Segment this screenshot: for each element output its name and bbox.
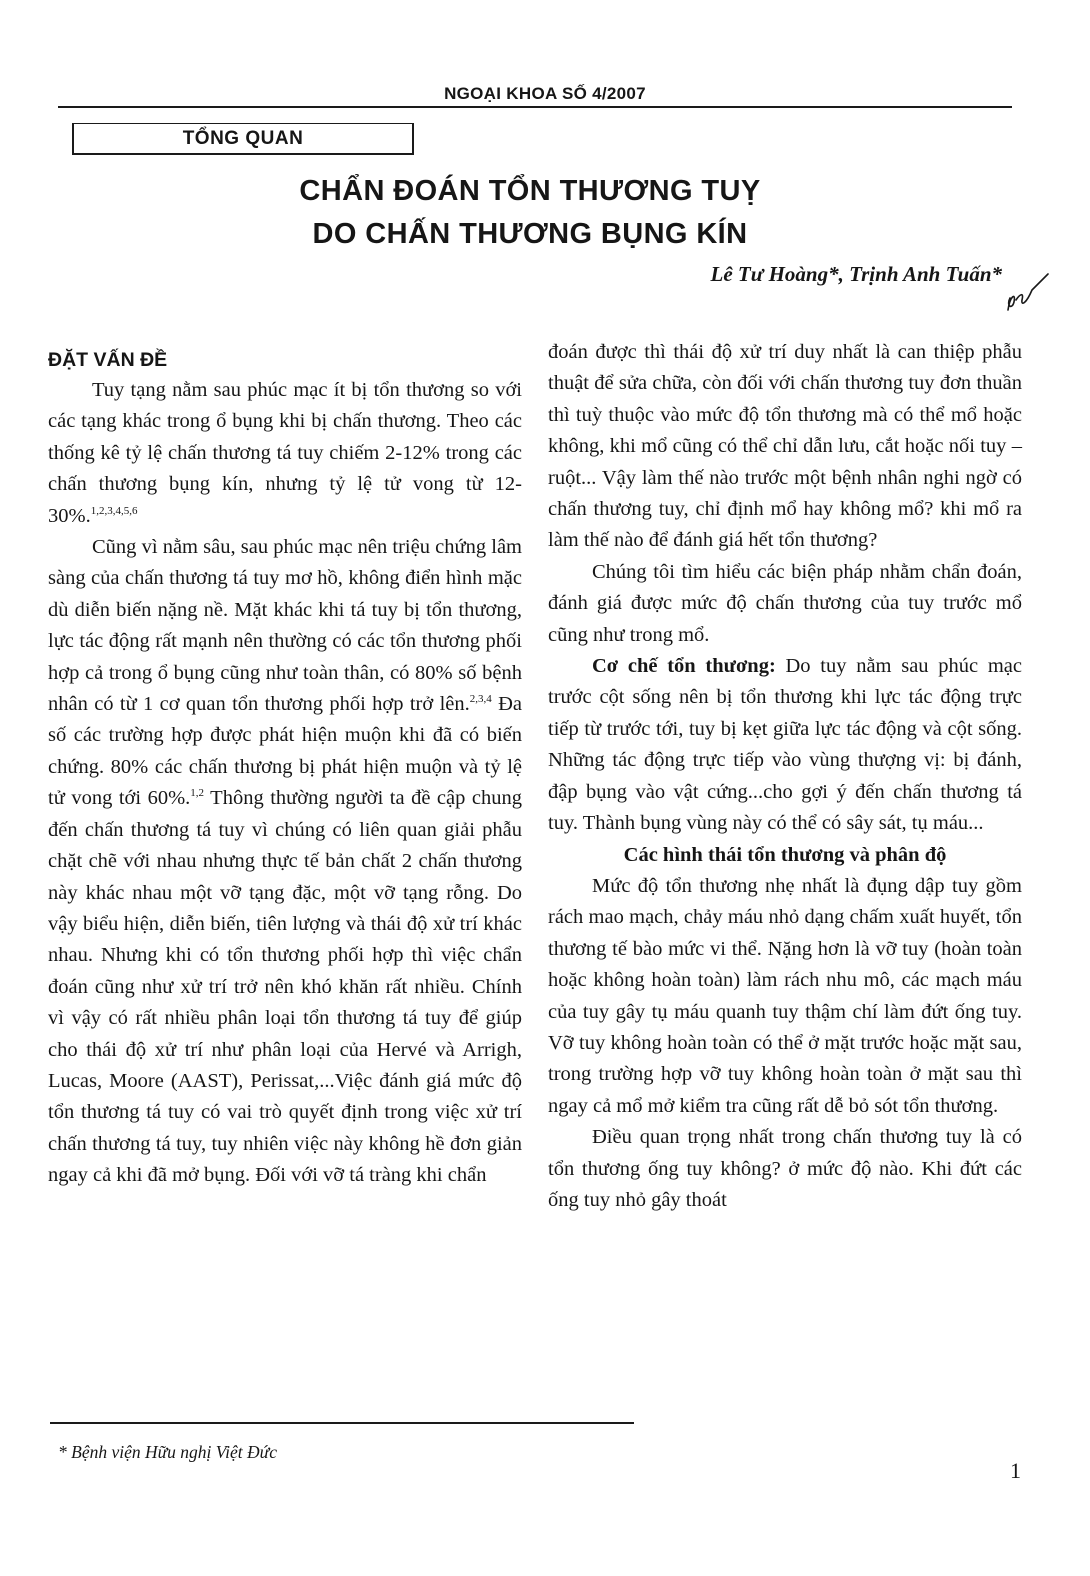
paragraph <box>48 532 522 1192</box>
authors: Lê Tư Hoàng*, Trịnh Anh Tuấn* <box>710 262 1002 286</box>
citation: 1,2 <box>190 787 205 800</box>
paragraph <box>548 651 1022 839</box>
article-title-line-1: CHẨN ĐOÁN TỔN THƯƠNG TUỴ <box>299 175 761 207</box>
paragraph: đoán được thì thái độ xử trí duy nhất là can thiệp phẫu thuật để sửa chữa, còn đối với chấn thương tuy đơn thuần thì tuỳ thuộc vào mức độ tổn thương mà có thể mổ hoặc không, khi mổ cũng có thể chỉ dẫn lưu, cắt hoặc nối tuy – ruột... Vậy làm thế nào trước một bệnh nhân nghi ngờ có chấn thương tuy, chỉ định mổ hay không mổ? khi mổ ra làm thế nào để đánh giá hết tổn thương? <box>548 341 1022 552</box>
paragraph: Điều quan trọng nhất trong chấn thương tuy là có tổn thương ống tuy không? ở mức độ nào. Khi đứt các ống tuy nhỏ gây thoát <box>548 1126 1022 1211</box>
section-label: TỔNG QUAN <box>72 123 414 155</box>
section-heading: ĐẶT VẤN ĐỀ <box>48 349 168 371</box>
paragraph: Chúng tôi tìm hiểu các biện pháp nhằm chẩn đoán, đánh giá được mức độ chấn thương của tuy trước mổ cũng như trong mổ. <box>548 560 1022 646</box>
journal-header: NGOẠI KHOA SỐ 4/2007 <box>444 84 646 103</box>
page-number: 1 <box>1010 1458 1021 1483</box>
paragraph-text: Thông thường người ta đề cập chung đến chấn thương tá tuy vì chúng có liên quan giải phẫu chặt chẽ với nhau nhưng thực tế bản chất 2 chấn thương này khác nhau một vỡ tạng đặc, một vỡ tạng rỗng. Do vậy biểu hiện, diễn biến, tiên lượng và thái độ xử trí khác nhau. Nhưng khi có tổn thương phối hợp thì việc chẩn đoán cũng như xử trí trở nên khó khăn rất nhiều. Chính vì vậy có rất nhiều phân loại tổn thương tá tuy để giúp cho thái độ xử trí như phân loại của Hervé và Arrigh, Lucas, Moore (AAST), Perissat,...Việc đánh giá mức độ tổn thương tá tuy có vai trò quyết định trong việc xử trí chấn thương tá tuy, tuy nhiên việc này không hề đơn giản ngay cả khi đã mở bụng. Đối với vỡ tá tràng khi chẩn <box>48 787 522 1187</box>
paragraph-text: Đa số các trường hợp được phát hiện muộn khi đã có biến chứng. 80% các chấn thương bị phát hiện muộn và tỷ lệ tử vong tới 60%. <box>48 693 522 810</box>
citation: 2,3,4 <box>469 693 492 706</box>
inline-heading: Cơ chế tổn thương: <box>592 655 776 678</box>
paragraph-text: Cũng vì nằm sâu, sau phúc mạc nên triệu chứng lâm sàng của chấn thương tá tuy mơ hồ, không điển hình mặc dù diễn biến nặng nề. Mặt khác khi tá tuy bị tổn thương, lực tác động rất mạnh nên thường có các tổn thương phối hợp cả trong ổ bụng cũng như toàn thân, có 80% số bệnh nhân có từ 1 cơ quan tổn thương phối hợp trở lên. <box>48 536 522 716</box>
article-title-line-2: DO CHẤN THƯƠNG BỤNG KÍN <box>312 218 748 250</box>
left-column <box>48 345 522 1192</box>
paragraph <box>48 375 522 532</box>
footnote: * Bệnh viện Hữu nghị Việt Đức <box>58 1442 277 1462</box>
header-rule <box>58 106 1012 108</box>
citation: 1,2,3,4,5,6 <box>90 504 138 517</box>
subheading: Các hình thái tổn thương và phân độ <box>623 843 947 866</box>
footnote-rule <box>50 1422 634 1424</box>
paragraph-text: Tuy tạng nằm sau phúc mạc ít bị tổn thương so với các tạng khác trong ổ bụng khi bị chấn thương. Theo các thống kê tỷ lệ chấn thương tá tuy chiếm 2-12% trong các chấn thương bụng kín, nhưng tỷ lệ tử vong từ 12-30%. <box>48 379 522 527</box>
right-column <box>548 337 1022 1216</box>
paragraph-text: Do tuy nằm sau phúc mạc trước cột sống nên bị tổn thương khi lực tác động trực tiếp từ trước tới, tuy bị kẹt giữa lực tác động và cột sống. Những tác động trực tiếp vào vùng thượng vị: bị đánh, đập bụng vào vật cứng...cho gợi ý đến chấn thương tá tuy. Thành bụng vùng này có thể có sây sát, tụ máu... <box>548 655 1022 835</box>
handwritten-signature <box>1002 270 1052 318</box>
paragraph: Mức độ tổn thương nhẹ nhất là đụng dập tuy gồm rách mao mạch, chảy máu nhỏ dạng chấm xuất huyết, tổn thương tế bào mức vi thể. Nặng hơn là vỡ tuy (hoàn toàn hoặc không hoàn toàn) làm rách nhu mô, các mạch máu của tuy gây tụ máu quanh tuy thậm chí làm đứt ống tuy. Vỡ tuy không hoàn toàn có thể ở mặt trước hoặc mặt sau, trong trường hợp vỡ tuy không hoàn toàn ở mặt sau thì ngay cả mổ mở kiểm tra cũng rất dễ bỏ sót tổn thương. <box>548 874 1022 1117</box>
